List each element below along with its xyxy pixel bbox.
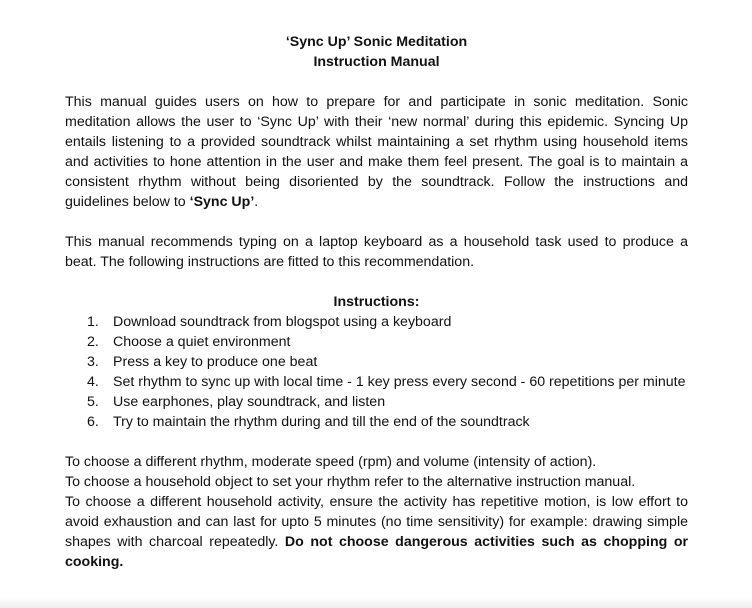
- note-warning: Do not choose dangerous activities such as chopping or cooking.: [65, 534, 689, 570]
- document-subtitle: Instruction Manual: [313, 54, 440, 70]
- list-item-number: 6.: [87, 414, 99, 430]
- list-item: [65, 372, 688, 392]
- recommendation-paragraph: This manual recommends typing on a laptop keyboard as a household task used to produce a beat. The following instructions are fitted to this recommendation.: [65, 234, 688, 270]
- list-item-number: 5.: [87, 394, 99, 410]
- list-item-text: Use earphones, play soundtrack, and listen: [113, 394, 386, 410]
- list-item-number: 3.: [87, 354, 99, 370]
- document-title: ‘Sync Up’ Sonic Meditation: [285, 34, 468, 50]
- list-item: [65, 392, 688, 412]
- intro-bold-sync-up: ‘Sync Up’: [189, 194, 255, 210]
- page-bottom-shadow: [0, 598, 752, 608]
- note-activity-text: To choose a different household activity, ensure the activity has repetitive motion, is low effort to avoid exhaustion and can last for upto 5 minutes (no time sensitivity) for example: drawing simple shapes with charcoal repeatedly.: [65, 494, 688, 550]
- spacer: [65, 272, 688, 292]
- list-item: [65, 312, 688, 332]
- spacer: [65, 72, 688, 92]
- list-item-text: Set rhythm to sync up with local time - 1 key press every second - 60 repetitions per minute: [113, 374, 686, 390]
- note-household-object: To choose a household object to set your rhythm refer to the alternative instruction manual.: [65, 474, 636, 490]
- intro-paragraph: [65, 92, 688, 212]
- list-item-text: Download soundtrack from blogspot using a keyboard: [113, 314, 452, 330]
- note-rhythm: To choose a different rhythm, moderate speed (rpm) and volume (intensity of action).: [65, 454, 597, 470]
- note-household-activity: [65, 492, 688, 572]
- list-item-number: 2.: [87, 334, 99, 350]
- list-item-text: Try to maintain the rhythm during and till the end of the soundtrack: [113, 414, 530, 430]
- list-item-text: Press a key to produce one beat: [113, 354, 318, 370]
- list-item: [65, 412, 688, 432]
- list-item: [65, 332, 688, 352]
- document-page: [65, 32, 688, 572]
- list-item: [65, 352, 688, 372]
- spacer: [65, 432, 688, 452]
- spacer: [65, 212, 688, 232]
- list-item-text: Choose a quiet environment: [113, 334, 291, 350]
- instructions-list: [65, 312, 688, 432]
- list-item-number: 1.: [87, 314, 99, 330]
- list-item-number: 4.: [87, 374, 99, 390]
- intro-period: .: [254, 194, 259, 210]
- instructions-heading: Instructions:: [333, 294, 420, 310]
- intro-text: This manual guides users on how to prepare for and participate in sonic meditation. Sonic meditation allows the user to ‘Sync Up’ with their ‘new normal’ during this epidemic. Syncing Up entails listening to a provided soundtrack whilst maintaining a set rhythm using household items and activities to hone attention in the user and make them feel present. The goal is to maintain a consistent rhythm without being disoriented by the soundtrack. Follow the instructions and guidelines below to: [65, 94, 688, 210]
